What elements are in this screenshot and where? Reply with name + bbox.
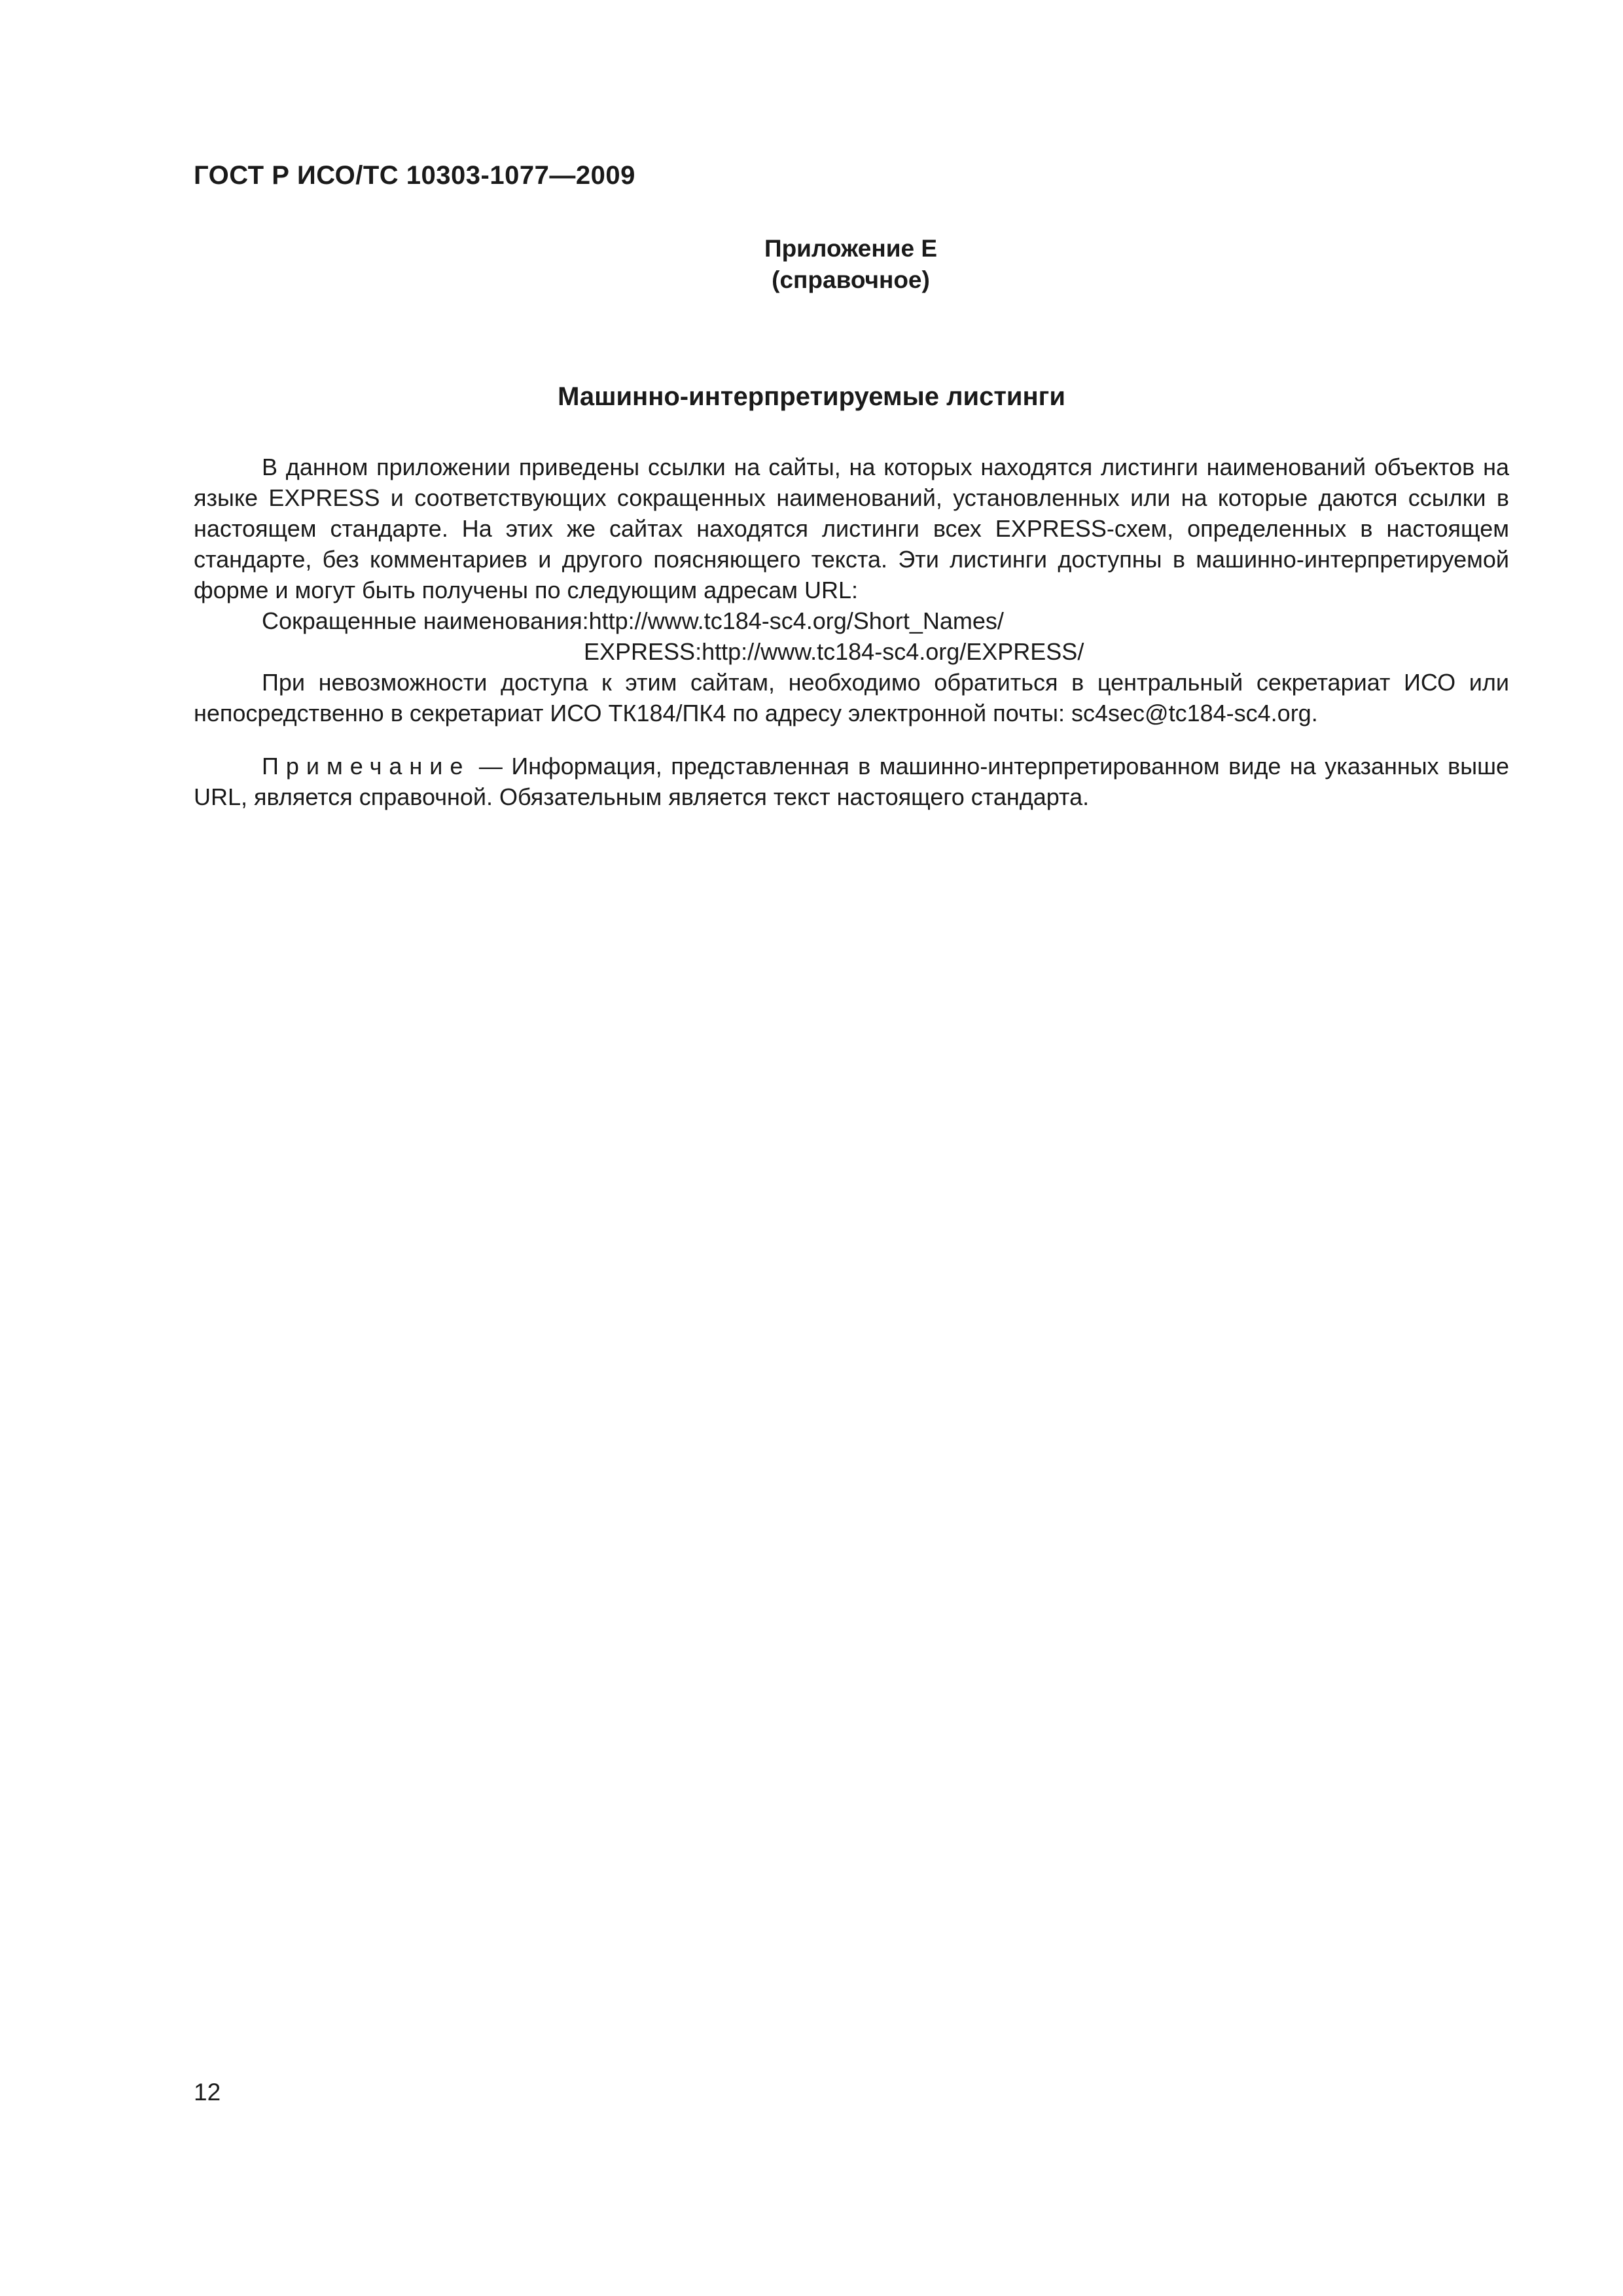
intro-paragraph: В данном приложении приведены ссылки на сайты, на которых находятся листинги наименований объектов на языке EXPRESS и соответствующих сокращенных наименований, установленных или на которые даются ссылки в настоящем стандарте. На этих же сайтах находятся листинги всех EXPRESS-схем, определенных в настоящем стандарте, без комментариев и другого поясняющего текста. Эти листинги доступны в машинно-интерпретируемой форме и могут быть получены по следующим адресам URL:	[194, 454, 1509, 603]
annex-label: Приложение Е	[764, 235, 938, 262]
annex-kind: (справочное)	[772, 266, 930, 293]
contact-paragraph: При невозможности доступа к этим сайтам, необходимо обратиться в центральный секретариат ИСО или непосредственно в секретариат ИСО ТК184/ПК4 по адресу электронной почты: sc4sec@tc184-sc4.org.	[194, 669, 1509, 726]
note-label: Примечание	[262, 753, 471, 780]
express-url-line: EXPRESS:http://www.tc184-sc4.org/EXPRESS/	[584, 638, 1084, 665]
note-text: — Информация, представленная в машинно-интерпретированном виде на указанных выше URL, является справочной. Обязательным является текст настоящего стандарта.	[194, 753, 1509, 810]
short-names-url-line: Сокращенные наименования:http://www.tc184-sc4.org/Short_Names/	[262, 607, 1004, 634]
document-code: ГОСТ Р ИСО/ТС 10303-1077—2009	[194, 161, 635, 190]
page-number: 12	[194, 2079, 221, 2106]
annex-heading	[654, 233, 1047, 296]
annex-body	[194, 452, 1509, 812]
note-paragraph	[194, 751, 1509, 812]
annex-title: Машинно-интерпретируемые листинги	[558, 382, 1065, 411]
